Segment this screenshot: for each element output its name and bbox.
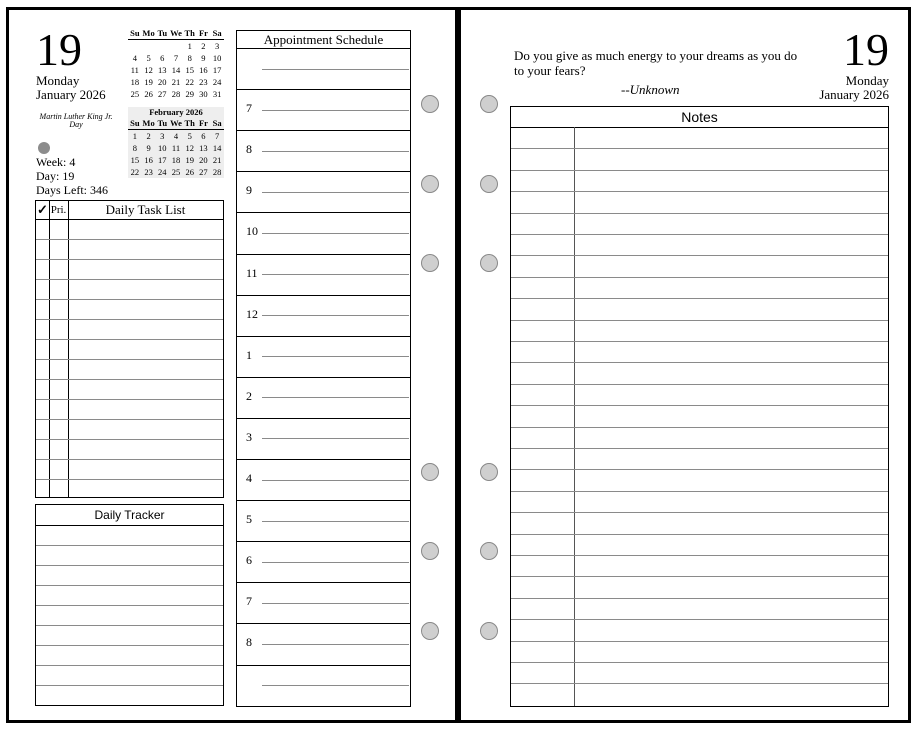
- month-year: January 2026: [36, 87, 106, 102]
- notes-row-line: [511, 641, 888, 642]
- mini-calendar-day: [155, 40, 169, 52]
- mini-calendar-day: 19: [185, 155, 194, 165]
- mini-calendar-weekday: Th: [184, 28, 195, 38]
- binder-ring-icon: [480, 622, 498, 640]
- schedule-title: Appointment Schedule: [263, 32, 384, 47]
- half-hour-line: [262, 562, 409, 563]
- mini-calendar-day: 28: [171, 89, 181, 99]
- tracker-row-line: [36, 665, 223, 666]
- notes-section: [510, 106, 889, 707]
- hour-label: 8: [246, 635, 252, 650]
- task-row-line: [36, 259, 223, 260]
- mini-calendar-day: 18: [130, 77, 140, 87]
- half-hour-line: [262, 644, 409, 645]
- weekday: Monday: [36, 73, 80, 88]
- tracker-row-line: [36, 685, 223, 686]
- notes-row-line: [511, 448, 888, 449]
- mini-calendar-title: February 2026: [149, 107, 203, 117]
- notes-row-line: [511, 576, 888, 577]
- daily-task-list: [35, 200, 224, 498]
- hour-divider: [237, 582, 410, 583]
- hour-divider: [237, 418, 410, 419]
- hour-divider: [237, 171, 410, 172]
- binder-ring-icon: [421, 542, 439, 560]
- mini-calendar-day: 5: [146, 53, 151, 63]
- mini-calendar-day: 21: [171, 77, 181, 87]
- half-hour-line: [262, 315, 409, 316]
- half-hour-line: [262, 356, 409, 357]
- mini-calendar-next: [128, 107, 224, 178]
- half-hour-line: [262, 151, 409, 152]
- mini-calendar-day: 11: [171, 143, 181, 153]
- mini-calendar-day: 31: [212, 89, 222, 99]
- mini-calendar-day: 5: [187, 131, 192, 141]
- mini-calendar-day: 3: [215, 41, 220, 51]
- notes-row-line: [511, 170, 888, 171]
- tracker-row-line: [36, 565, 223, 566]
- binder-ring-icon: [480, 175, 498, 193]
- half-hour-line: [262, 521, 409, 522]
- month-year-right: January 2026: [819, 87, 889, 102]
- mini-calendar-day: 20: [158, 77, 167, 87]
- half-hour-line: [262, 397, 409, 398]
- half-hour-line: [262, 274, 409, 275]
- binder-ring-icon: [421, 95, 439, 113]
- mini-calendar-weekday: Tu: [157, 28, 168, 38]
- hour-label: 1: [246, 347, 252, 362]
- check-column-header: ✓: [37, 202, 48, 217]
- mini-calendar-day: 4: [173, 131, 179, 141]
- hour-divider: [237, 295, 410, 296]
- mini-calendar-day: 22: [130, 167, 140, 177]
- task-row-line: [36, 359, 223, 360]
- mini-calendar-weekday: Su: [130, 118, 140, 128]
- mini-calendar-day: 8: [132, 143, 137, 153]
- tracker-row-line: [36, 585, 223, 586]
- mini-calendar-day: 9: [146, 143, 151, 153]
- mini-calendar-day: 10: [158, 143, 167, 153]
- mini-calendar-day: 22: [185, 77, 194, 87]
- moon-phase-icon: [38, 142, 50, 154]
- mini-calendar-weekday: We: [170, 118, 182, 128]
- mini-calendar-day: 8: [187, 53, 192, 63]
- mini-calendar-day: 24: [158, 167, 167, 177]
- hour-divider: [237, 89, 410, 90]
- notes-row-line: [511, 598, 888, 599]
- quote-text: Do you give as much energy to your dreams as you do to your fears?: [514, 48, 798, 78]
- notes-row-line: [511, 298, 888, 299]
- task-row-line: [36, 439, 223, 440]
- mini-calendar-day: 18: [171, 155, 181, 165]
- task-row-line: [36, 399, 223, 400]
- mini-calendar-day: 16: [144, 155, 153, 165]
- notes-row-line: [511, 619, 888, 620]
- mini-calendar-weekday: Th: [184, 118, 195, 128]
- mini-calendar-day: 21: [212, 155, 222, 165]
- mini-calendar-day: 24: [212, 77, 222, 87]
- half-hour-line: [262, 192, 409, 193]
- days-left: Days Left: 346: [36, 183, 108, 197]
- task-row-line: [36, 379, 223, 380]
- mini-calendar-day: 17: [158, 155, 167, 165]
- notes-row-line: [511, 362, 888, 363]
- notes-row-line: [511, 662, 888, 663]
- notes-row-line: [511, 255, 888, 256]
- notes-row-line: [511, 191, 888, 192]
- hour-label: 10: [246, 224, 258, 239]
- notes-row-line: [511, 534, 888, 535]
- notes-row-line: [511, 555, 888, 556]
- mini-calendar-weekday: Tu: [157, 118, 168, 128]
- notes-row-line: [511, 234, 888, 235]
- notes-row-line: [511, 213, 888, 214]
- mini-calendar-day: 14: [171, 65, 181, 75]
- notes-row-line: [511, 384, 888, 385]
- mini-calendar-day: 19: [144, 77, 153, 87]
- mini-calendar-weekday: Sa: [212, 118, 222, 128]
- tracker-row-line: [36, 605, 223, 606]
- mini-calendar-day: 26: [185, 167, 194, 177]
- daily-tracker: [35, 504, 224, 706]
- mini-calendar-day: 9: [201, 53, 206, 63]
- binder-ring-icon: [480, 254, 498, 272]
- hour-label: 12: [246, 306, 258, 321]
- mini-calendar-weekday: Sa: [212, 28, 222, 38]
- mini-calendar-weekday: Fr: [198, 118, 208, 128]
- hour-divider: [237, 541, 410, 542]
- appointment-schedule: [236, 30, 411, 707]
- notes-row-line: [511, 491, 888, 492]
- task-row-line: [36, 299, 223, 300]
- half-hour-line: [262, 685, 409, 686]
- hour-divider: [237, 500, 410, 501]
- mini-calendar-day: 30: [199, 89, 208, 99]
- half-hour-line: [262, 110, 409, 111]
- binder-ring-icon: [480, 463, 498, 481]
- mini-calendar-day: 7: [215, 131, 220, 141]
- mini-calendar-day: 16: [199, 65, 208, 75]
- hour-label: 5: [246, 512, 252, 527]
- notes-row-line: [511, 405, 888, 406]
- binder-ring-icon: [480, 542, 498, 560]
- hour-label: 6: [246, 553, 252, 568]
- mini-calendar-day: 13: [158, 65, 167, 75]
- tracker-title: Daily Tracker: [94, 508, 165, 522]
- notes-row-line: [511, 341, 888, 342]
- mini-calendar-day: 15: [130, 155, 140, 165]
- mini-calendar-weekday: Mo: [142, 28, 155, 38]
- day-number-right: 19: [843, 24, 889, 75]
- mini-calendar-day: 26: [144, 89, 153, 99]
- half-hour-line: [262, 233, 409, 234]
- task-row-line: [36, 459, 223, 460]
- binder-ring-icon: [480, 95, 498, 113]
- mini-calendar-day: 3: [160, 131, 165, 141]
- mini-calendar-day: 20: [199, 155, 208, 165]
- quote-author: --Unknown: [621, 82, 680, 97]
- mini-calendar-day: 4: [132, 53, 137, 63]
- mini-calendar-day: 2: [146, 131, 151, 141]
- task-row-line: [36, 319, 223, 320]
- mini-calendar-day: 11: [130, 65, 139, 75]
- binder-ring-icon: [421, 463, 439, 481]
- binder-ring-icon: [421, 622, 439, 640]
- mini-calendar-day: 14: [212, 143, 222, 153]
- mini-calendar-day: 10: [212, 53, 222, 63]
- mini-calendar-weekday: We: [170, 28, 182, 38]
- notes-row-line: [511, 512, 888, 513]
- mini-calendar-weekday: Fr: [198, 28, 208, 38]
- hour-divider: [237, 459, 410, 460]
- day-number: 19: [36, 24, 82, 75]
- tracker-row-line: [36, 545, 223, 546]
- holiday-label: Martin Luther King Jr. Day: [39, 112, 113, 129]
- mini-calendar-day: 17: [212, 65, 222, 75]
- tracker-row-line: [36, 645, 223, 646]
- left-page: [6, 7, 458, 723]
- hour-label: 11: [246, 265, 258, 280]
- notes-row-line: [511, 469, 888, 470]
- notes-row-line: [511, 277, 888, 278]
- right-page: [458, 7, 911, 723]
- hour-divider: [237, 665, 410, 666]
- hour-label: 9: [246, 183, 252, 198]
- mini-calendar-day: 12: [144, 65, 153, 75]
- mini-calendar-day: [169, 40, 183, 52]
- notes-row-line: [511, 683, 888, 684]
- mini-calendar-day: 12: [185, 143, 194, 153]
- mini-calendar-day: [142, 40, 156, 52]
- task-row-line: [36, 479, 223, 480]
- day-of-year: Day: 19: [36, 169, 75, 183]
- mini-calendar-weekday: Su: [130, 28, 140, 38]
- hour-label: 7: [246, 594, 252, 609]
- mini-calendar-day: 13: [199, 143, 208, 153]
- hour-label: 8: [246, 142, 252, 157]
- mini-calendar-current: [128, 28, 224, 100]
- hour-label: 4: [246, 471, 252, 485]
- tracker-row-line: [36, 625, 223, 626]
- mini-calendar-day: 6: [201, 131, 206, 141]
- hour-divider: [237, 336, 410, 337]
- mini-calendar-day: 15: [185, 65, 194, 75]
- hour-label: 3: [246, 429, 252, 444]
- half-hour-line: [262, 69, 409, 70]
- hour-divider: [237, 377, 410, 378]
- hour-divider: [237, 212, 410, 213]
- task-row-line: [36, 419, 223, 420]
- week-number: Week: 4: [36, 155, 76, 169]
- hour-divider: [237, 130, 410, 131]
- mini-calendar-day: 25: [130, 89, 140, 99]
- weekday-right: Monday: [845, 73, 889, 88]
- mini-calendar-day: 1: [132, 131, 137, 141]
- mini-calendar-day: 25: [171, 167, 181, 177]
- mini-calendar-day: 23: [144, 167, 153, 177]
- notes-title: Notes: [681, 109, 718, 125]
- hour-label: 7: [246, 101, 252, 116]
- mini-calendar-day: 2: [201, 41, 206, 51]
- notes-row-line: [511, 148, 888, 149]
- mini-calendar-day: 6: [160, 53, 165, 63]
- mini-calendar-day: 29: [185, 89, 194, 99]
- task-row-line: [36, 239, 223, 240]
- mini-calendar-day: 7: [173, 53, 179, 63]
- half-hour-line: [262, 480, 409, 481]
- hour-label: 2: [246, 388, 252, 403]
- hour-divider: [237, 254, 410, 255]
- mini-calendar-day: [128, 40, 142, 52]
- mini-calendar-day: 1: [187, 41, 192, 51]
- hour-divider: [237, 623, 410, 624]
- binder-ring-icon: [421, 175, 439, 193]
- task-list-title: Daily Task List: [105, 202, 186, 217]
- mini-calendar-day: 28: [212, 167, 222, 177]
- notes-row-line: [511, 427, 888, 428]
- notes-row-line: [511, 320, 888, 321]
- mini-calendar-weekday: Mo: [142, 118, 155, 128]
- mini-calendar-day: 23: [199, 77, 208, 87]
- binder-ring-icon: [421, 254, 439, 272]
- task-row-line: [36, 339, 223, 340]
- mini-calendar-day: 27: [158, 89, 167, 99]
- half-hour-line: [262, 603, 409, 604]
- priority-column-header: Pri.: [50, 204, 67, 216]
- task-row-line: [36, 279, 223, 280]
- mini-calendar-day: 27: [199, 167, 208, 177]
- half-hour-line: [262, 438, 409, 439]
